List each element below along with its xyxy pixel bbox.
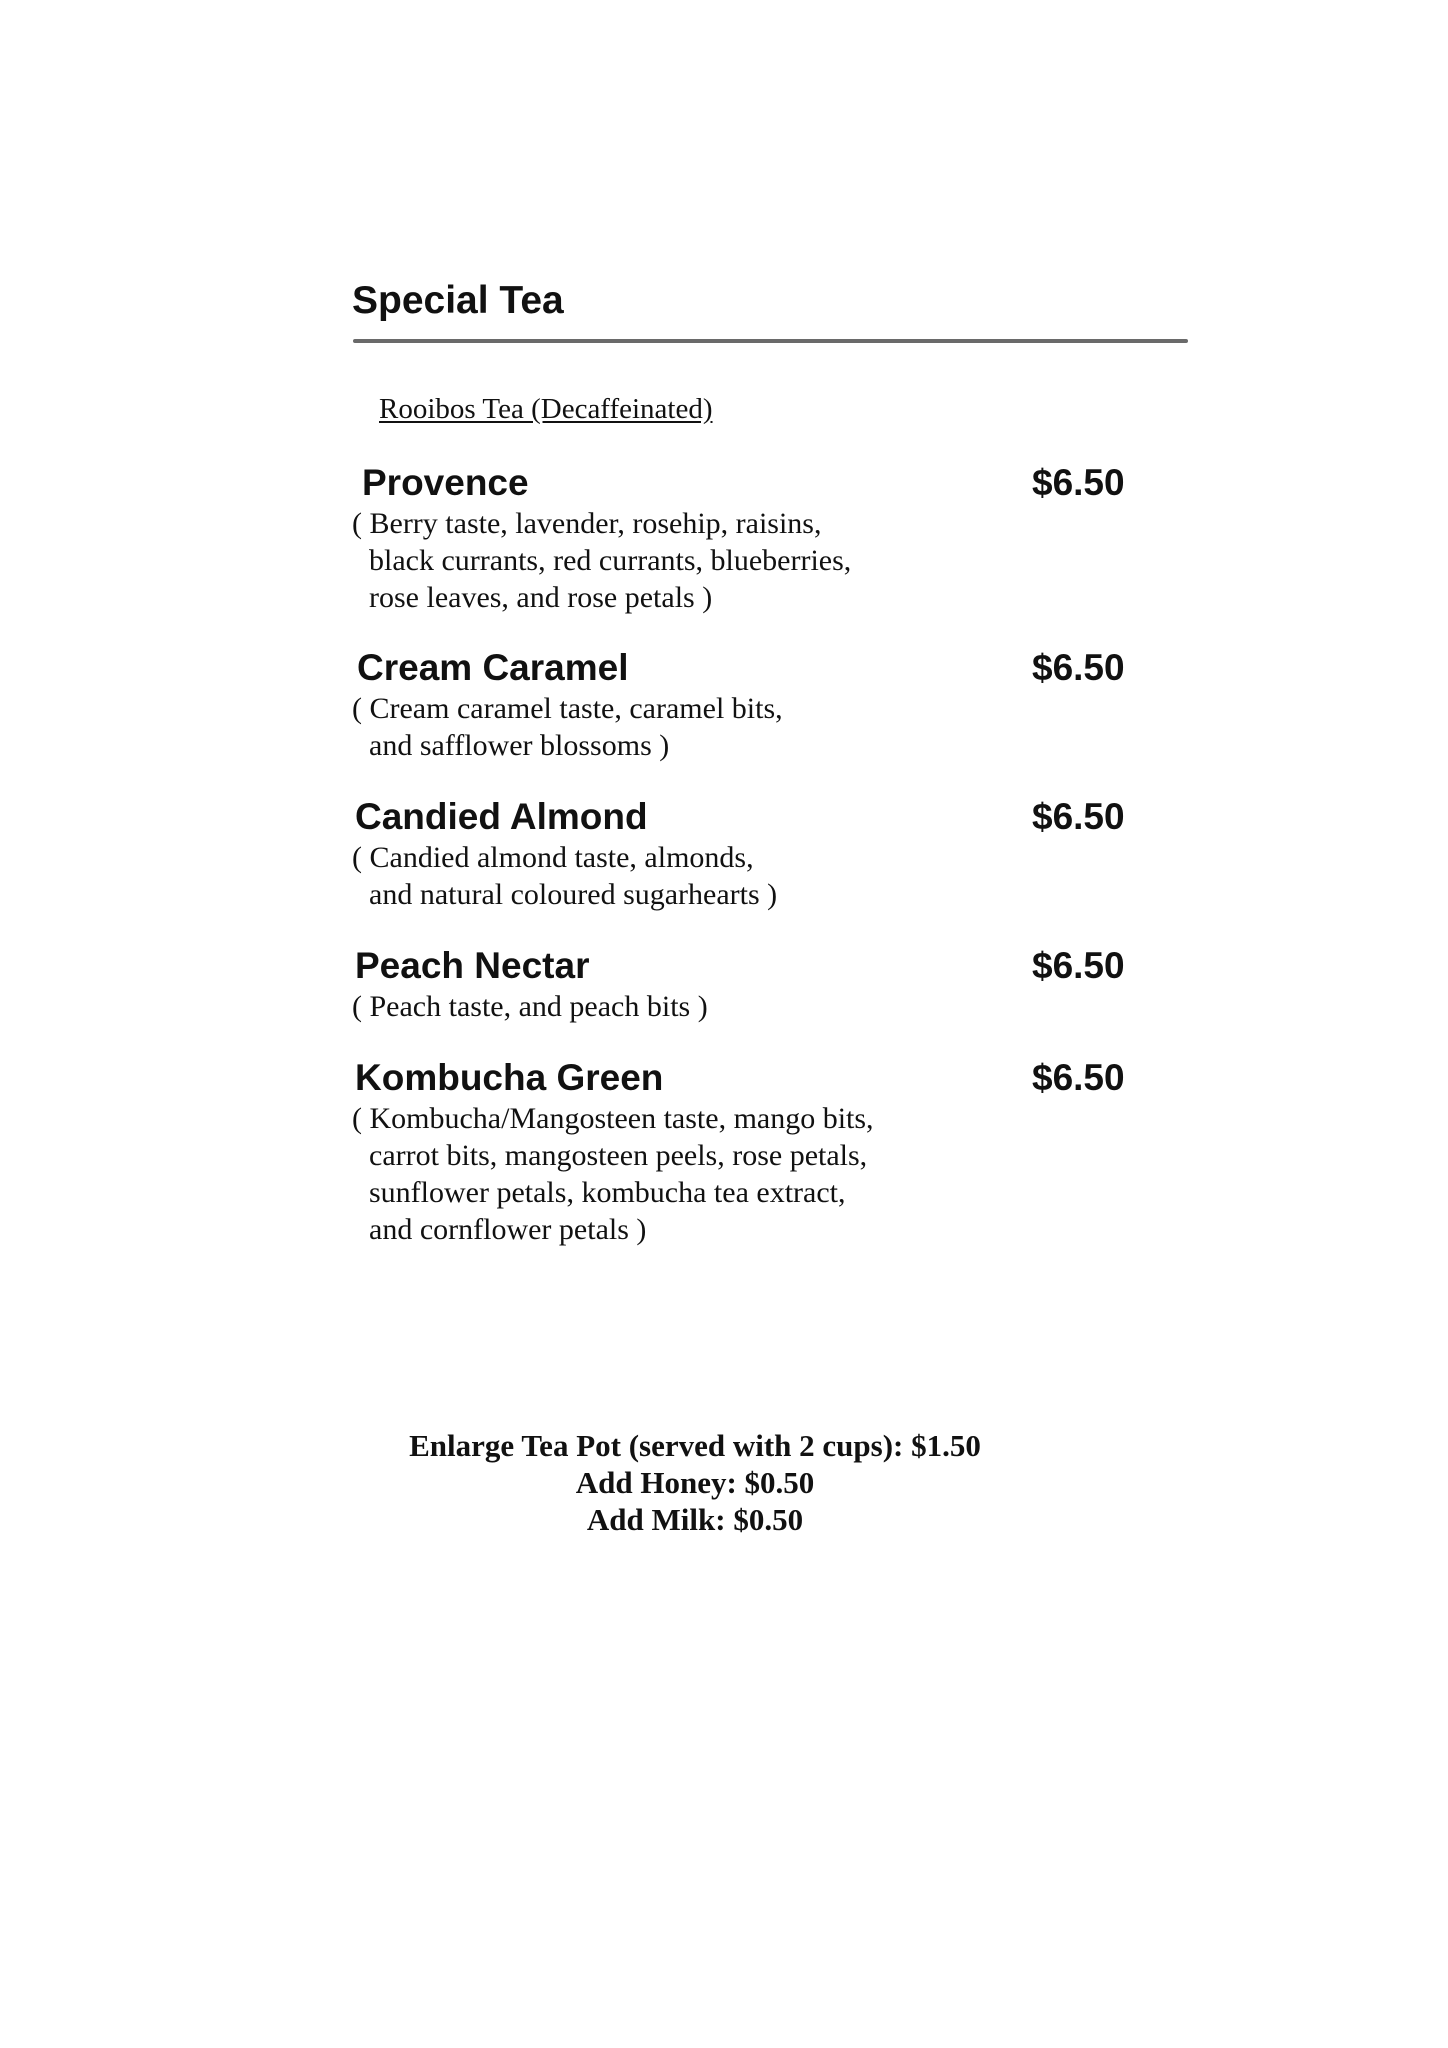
- item-name: Cream Caramel: [357, 647, 629, 688]
- item-description: [352, 988, 708, 1025]
- item-name: Kombucha Green: [355, 1057, 664, 1098]
- menu-title: Special Tea: [352, 279, 564, 322]
- item-description: [352, 1100, 874, 1248]
- description-line: and natural coloured sugarhearts ): [369, 878, 778, 911]
- item-price: $6.50: [1032, 462, 1125, 503]
- description-line: ( Cream caramel taste, caramel bits,: [352, 692, 783, 725]
- item-price: $6.50: [1032, 796, 1125, 837]
- description-line: and safflower blossoms ): [369, 729, 670, 762]
- extra-enlarge-tea-pot: Enlarge Tea Pot (served with 2 cups): $1.50: [409, 1428, 981, 1463]
- description-line: ( Kombucha/Mangosteen taste, mango bits,: [352, 1102, 874, 1135]
- extra-add-milk: Add Milk: $0.50: [586, 1502, 804, 1537]
- item-price: $6.50: [1032, 945, 1125, 986]
- description-line: black currants, red currants, blueberries,: [369, 544, 852, 577]
- description-line: ( Berry taste, lavender, rosehip, raisins,: [352, 507, 822, 540]
- item-name: Peach Nectar: [355, 945, 590, 986]
- description-line: and cornflower petals ): [369, 1213, 647, 1246]
- item-price: $6.50: [1032, 647, 1125, 688]
- description-line: carrot bits, mangosteen peels, rose petals,: [369, 1139, 868, 1172]
- description-line: rose leaves, and rose petals ): [369, 581, 713, 614]
- item-description: [352, 690, 783, 764]
- item-name: Provence: [362, 462, 529, 503]
- item-name: Candied Almond: [355, 796, 648, 837]
- item-price: $6.50: [1032, 1057, 1125, 1098]
- extra-add-honey: Add Honey: $0.50: [575, 1465, 815, 1500]
- title-divider: [353, 339, 1188, 343]
- item-description: [352, 839, 777, 913]
- category-heading: Rooibos Tea (Decaffeinated): [379, 393, 713, 425]
- extras-section: [0, 1427, 1390, 1538]
- item-description: [352, 505, 851, 616]
- description-line: ( Peach taste, and peach bits ): [352, 990, 708, 1023]
- description-line: sunflower petals, kombucha tea extract,: [369, 1176, 846, 1209]
- description-line: ( Candied almond taste, almonds,: [352, 841, 754, 874]
